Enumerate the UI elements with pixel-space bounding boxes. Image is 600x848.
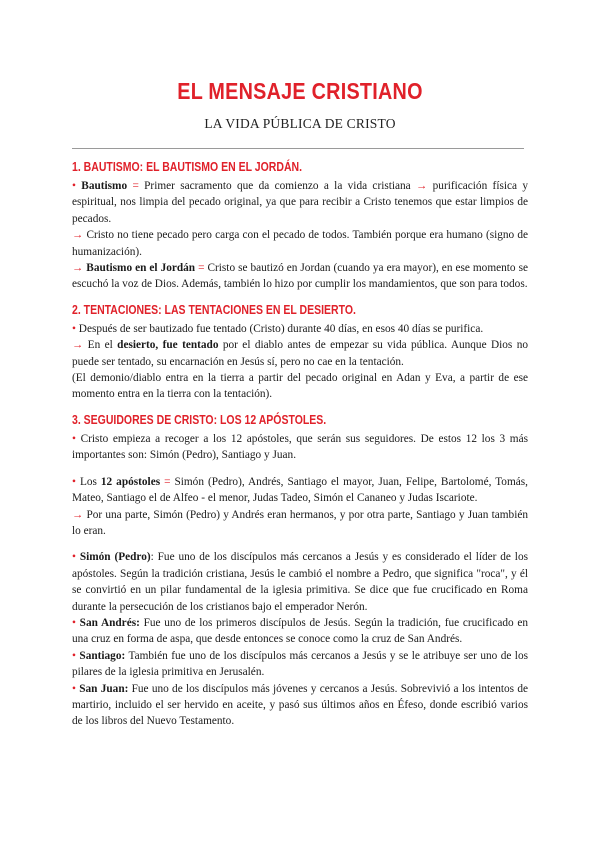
paragraph-text: Los [75, 475, 101, 488]
paragraph-text: Cristo no tiene pecado pero carga con el pecado de todos. También porque era humano (signo de humanización). [72, 229, 528, 258]
bullet: • [72, 432, 76, 445]
bullet: • [72, 616, 76, 629]
bullet: • [72, 682, 76, 695]
paragraph-san-andres [72, 615, 528, 648]
term-san-juan: San Juan: [79, 682, 129, 695]
bullet: • [72, 475, 76, 488]
term-simon-pedro: Simón (Pedro) [79, 551, 151, 564]
paragraph-bautismo-definicion [72, 178, 528, 227]
paragraph-text: Después de ser bautizado fue tentado (Cristo) durante 40 días, en esos 40 días se purifica. [75, 322, 484, 335]
arrow-icon: → [72, 229, 84, 242]
term-san-andres: San Andrés: [79, 616, 140, 629]
paragraph-text: En el [83, 339, 118, 352]
arrow-icon: → [72, 339, 84, 352]
paragraph-text: También fue uno de los discípulos más cercanos a Jesús y se le atribuye ser uno de los pilares de la iglesia primitiva en Jerusalén. [72, 649, 528, 679]
paragraph-san-juan [72, 681, 528, 730]
paragraph-santiago [72, 648, 528, 681]
arrow-icon: → [72, 508, 84, 521]
paragraph-text: Primer sacramento que da comienzo a la vida cristiana [138, 180, 417, 192]
paragraph-text: Fue uno de los primeros discípulos de Jesús. Según la tradición, fue crucificado en una cruz en forma de aspa, que desde entonces se conoce como la cruz de San Andrés. [72, 616, 528, 646]
document-body [72, 158, 528, 730]
paragraph-text: Cristo se bautizó en Jordan (cuando ya era mayor), en ese momento se escuchó la voz de Dios. Además, también lo hizo por cumplir los mandamientos, que son para todos. [72, 262, 528, 291]
paragraph-text: Simón (Pedro), Andrés, Santiago el mayor, Juan, Felipe, Bartolomé, Tomás, Mateo, Santiago el de Alfeo - el menor, Judas Tadeo, Simón el Cananeo y Judas Iscariote. [72, 475, 528, 505]
paragraph-text: Cristo empieza a recoger a los 12 apóstoles, que serán sus seguidores. De estos 12 los 3 más importantes son: Simón (Pedro), Santiago y Juan. [72, 432, 528, 462]
paragraph-tentaciones-40-dias [72, 321, 528, 337]
arrow-icon: → [416, 180, 428, 192]
section-heading-tentaciones: 2. TENTACIONES: LAS TENTACIONES EN EL DESIERTO. [72, 302, 356, 317]
paragraph-simon-pedro [72, 549, 528, 615]
title-divider [72, 148, 524, 149]
section-heading-apostoles: 3. SEGUIDORES DE CRISTO: LOS 12 APÓSTOLES. [72, 412, 327, 427]
paragraph-text: : Fue uno de los discípulos más cercanos a Jesús y es considerado el líder de los apóstoles. Según la tradición cristiana, Jesús le cambió el nombre a Pedro, que significa "roca", y él se convirtió en un pilar fundamental de la iglesia primitiva. Se dice que fue crucificado en Roma durante la persecución de los cristianos bajo el emperador Nerón. [72, 551, 528, 613]
paragraph-apostoles-intro [72, 431, 528, 464]
term-santiago: Santiago: [79, 649, 126, 662]
paragraph-bautismo-jordan [72, 260, 528, 293]
paragraph-tentaciones-desierto [72, 337, 528, 370]
paragraph-text: Por una parte, Simón (Pedro) y Andrés eran hermanos, y por otra parte, Santiago y Juan también lo eran. [72, 508, 528, 537]
paragraph-text: Fue uno de los discípulos más jóvenes y cercanos a Jesús. Sobrevivió a los intentos de martirio, incluido el ser hervido en aceite, y pasó sus últimos años en Éfeso, donde escribió varios de los libros del Nuevo Testamento. [72, 682, 528, 728]
equals-sign: = [132, 180, 139, 192]
bullet: • [72, 180, 76, 192]
paragraph-tentaciones-demonio: (El demonio/diablo entra en la tierra a partir del pecado original en Adan y Eva, a partir de ese momento entra en la tierra con la tentación). [72, 372, 528, 401]
paragraph-text: por el diablo antes de empezar su vida pública. Aunque Dios no puede ser tentado, su encarnación en Jesús sí, pero no cae en la tentación. [72, 339, 528, 368]
paragraph-apostoles-hermanos [72, 507, 528, 540]
paragraph-apostoles-lista [72, 474, 528, 507]
term-bautismo: Bautismo [81, 180, 128, 192]
term-desierto: desierto, fue tentado [117, 339, 219, 352]
document-title: EL MENSAJE CRISTIANO [177, 78, 423, 104]
term-12-apostoles: 12 apóstoles [100, 475, 161, 488]
document-subtitle: LA VIDA PÚBLICA DE CRISTO [204, 116, 396, 131]
equals-sign: = [164, 475, 171, 488]
paragraph-bautismo-cristo [72, 227, 528, 260]
section-heading-bautismo: 1. BAUTISMO: EL BAUTISMO EN EL JORDÁN. [72, 160, 303, 174]
bullet: • [72, 551, 76, 564]
term-bautismo-jordan: Bautismo en el Jordán [86, 262, 196, 275]
arrow-icon: → [72, 262, 84, 275]
equals-sign: = [198, 262, 205, 275]
bullet: • [72, 649, 76, 662]
bullet: • [72, 322, 76, 335]
paragraph-text: purificación física y espiritual, nos limpia del pecado original, ya que para recibir a Cristo tenemos que estar limpios de pecados. [72, 180, 528, 225]
